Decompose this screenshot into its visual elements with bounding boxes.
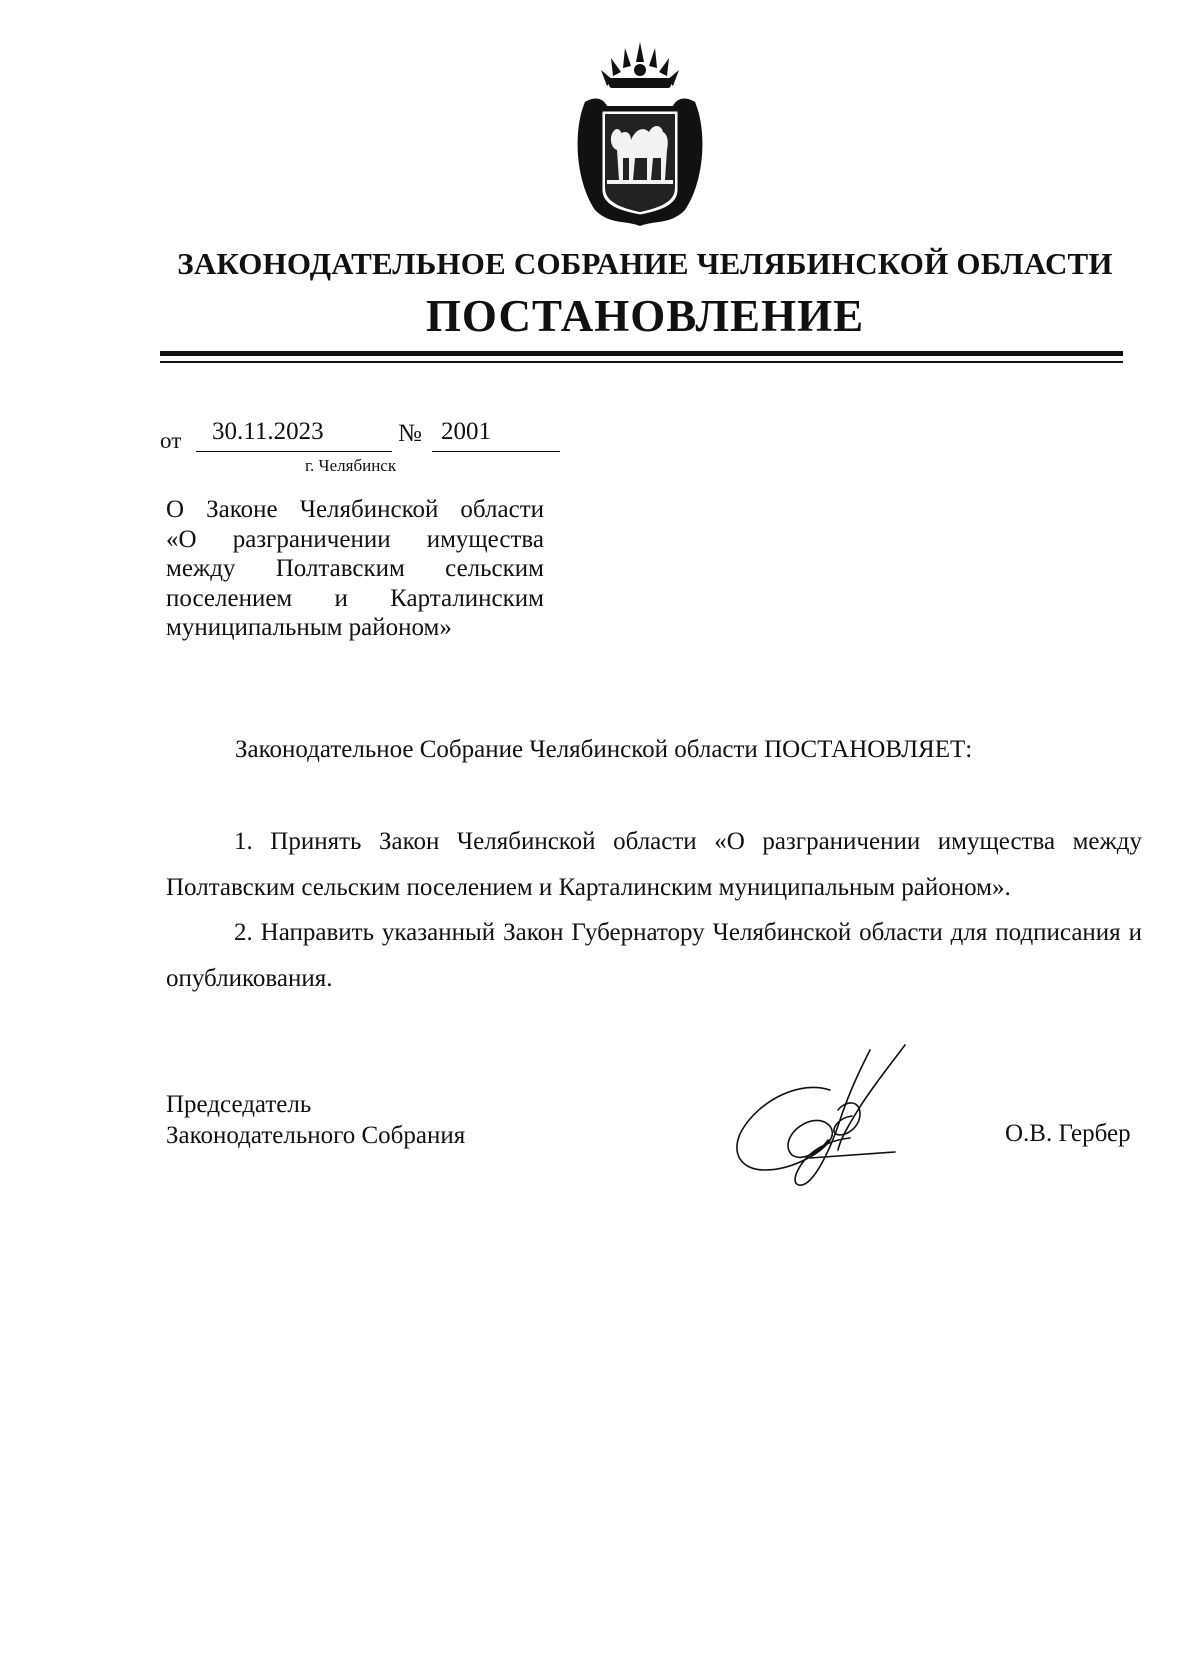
document-type: ПОСТАНОВЛЕНИЕ <box>425 291 865 341</box>
number-sign: № <box>398 420 422 447</box>
resolution-item-1: 1. Принять Закон Челябинской области «О разграничении имущества между Полтавским сельским поселением и Карталинским муниципальным районом». <box>166 828 1142 901</box>
signature-icon <box>720 1030 950 1205</box>
document-number: 2001 <box>441 418 491 445</box>
subject-line: между Полтавским сельским <box>166 555 544 582</box>
signer-position-line: Председатель <box>166 1091 312 1118</box>
date-prefix: от <box>160 428 182 453</box>
resolves-statement: Законодательное Собрание Челябинской области ПОСТАНОВЛЯЕТ: <box>235 736 973 763</box>
city: г. Челябинск <box>305 456 397 475</box>
subject-line: «О разграничении имущества <box>166 525 544 553</box>
signer-position <box>166 1089 465 1151</box>
subject-line: О Законе Челябинской области <box>166 496 544 523</box>
signer-name: О.В. Гербер <box>1005 1120 1131 1147</box>
subject-line: поселением и Карталинским <box>166 584 544 612</box>
number-underline <box>432 451 560 452</box>
date-underline <box>196 451 392 452</box>
document-subject <box>166 495 544 643</box>
coat-of-arms-icon <box>565 40 715 230</box>
resolution-item-2: 2. Направить указанный Закон Губернатору Челябинской области для подписания и опубликования. <box>166 919 1142 992</box>
organization-title: ЗАКОНОДАТЕЛЬНОЕ СОБРАНИЕ ЧЕЛЯБИНСКОЙ ОБЛАСТИ <box>177 246 1113 281</box>
document-date: 30.11.2023 <box>212 418 324 445</box>
header-rule-thick <box>160 351 1123 356</box>
header-rule-thin <box>160 361 1123 363</box>
subject-line: муниципальным районом» <box>166 614 452 641</box>
signer-position-line: Законодательного Собрания <box>166 1122 466 1149</box>
